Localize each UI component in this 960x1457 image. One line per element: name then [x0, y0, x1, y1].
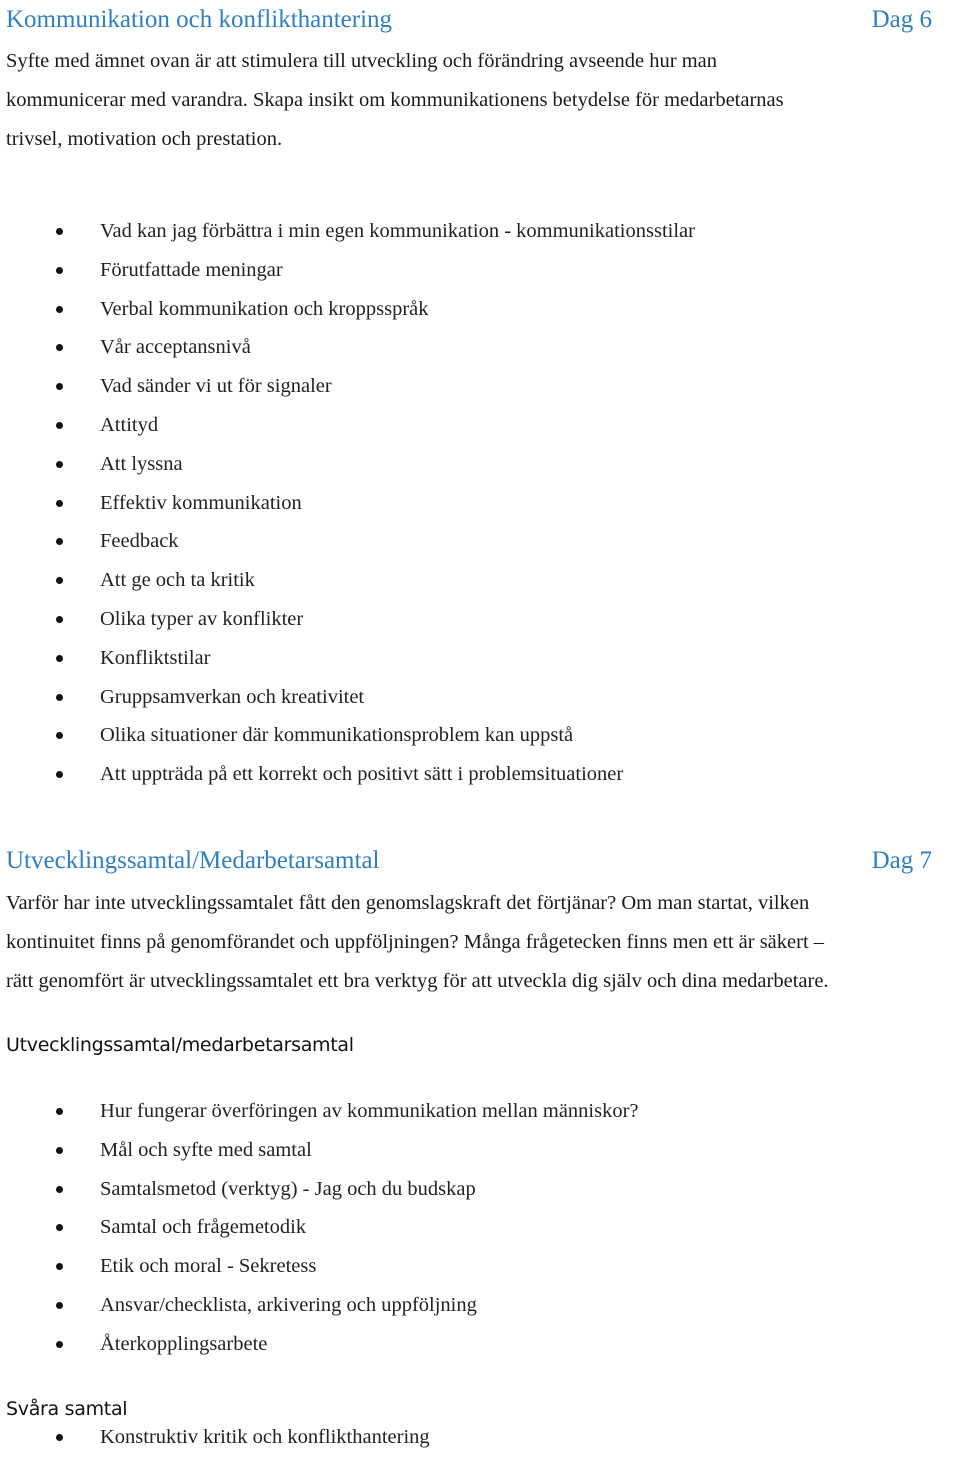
- list-item: Effektiv kommunikation: [0, 484, 695, 523]
- list-item: Vad sänder vi ut för signaler: [0, 367, 695, 406]
- bullet-icon: [56, 422, 63, 429]
- list-item: Etik och moral - Sekretess: [0, 1247, 639, 1286]
- bullet-icon: [56, 1147, 63, 1154]
- day-label: Dag 6: [871, 6, 932, 33]
- bullet-icon: [56, 732, 63, 739]
- bullet-icon: [56, 655, 63, 662]
- bullet-icon: [56, 500, 63, 507]
- paragraph-line: rätt genomfört är utvecklingssamtalet ett bra verktyg för att utveckla dig själv och dina medarbetare.: [6, 970, 829, 992]
- list-item: Konstruktiv kritik och konflikthantering: [0, 1418, 430, 1457]
- bullet-icon: [56, 461, 63, 468]
- list-item: Återkopplingsarbete: [0, 1325, 639, 1364]
- list-item: Att uppträda på ett korrekt och positivt sätt i problemsituationer: [0, 755, 695, 794]
- subheading: Svåra samtal: [6, 1398, 128, 1420]
- paragraph-line: trivsel, motivation och prestation.: [6, 128, 283, 150]
- list-item: Att ge och ta kritik: [0, 561, 695, 600]
- list-item: Konfliktstilar: [0, 639, 695, 678]
- section-heading-dag7: [6, 846, 932, 876]
- bullet-icon: [56, 306, 63, 313]
- section-title: Kommunikation och konflikthantering: [6, 6, 393, 33]
- bullet-icon: [56, 1186, 63, 1193]
- list-item: Vad kan jag förbättra i min egen kommunikation - kommunikationsstilar: [0, 212, 695, 251]
- day-label: Dag 7: [871, 847, 932, 874]
- list-item: Olika situationer där kommunikationsproblem kan uppstå: [0, 716, 695, 755]
- bullet-icon: [56, 344, 63, 351]
- bullet-icon: [56, 1108, 63, 1115]
- bullet-icon: [56, 538, 63, 545]
- list-item: Hur fungerar överföringen av kommunikation mellan människor?: [0, 1092, 639, 1131]
- section-title: Utvecklingssamtal/Medarbetarsamtal: [6, 847, 380, 874]
- list-item: Attityd: [0, 406, 695, 445]
- subheading: Utvecklingssamtal/medarbetarsamtal: [6, 1034, 354, 1056]
- list-item: Feedback: [0, 522, 695, 561]
- topic-bullet-list: [0, 1092, 639, 1364]
- list-item: Vår acceptansnivå: [0, 328, 695, 367]
- bullet-icon: [56, 694, 63, 701]
- paragraph-line: kommunicerar med varandra. Skapa insikt om kommunikationens betydelse för medarbetarnas: [6, 89, 784, 111]
- list-item: Verbal kommunikation och kroppsspråk: [0, 290, 695, 329]
- bullet-icon: [56, 228, 63, 235]
- section-intro-paragraph: [6, 884, 829, 1001]
- bullet-icon: [56, 577, 63, 584]
- list-item: Samtalsmetod (verktyg) - Jag och du budskap: [0, 1170, 639, 1209]
- paragraph-line: Varför har inte utvecklingssamtalet fått den genomslagskraft det förtjänar? Om man startat, vilken: [6, 892, 810, 914]
- topic-bullet-list: [0, 1418, 430, 1457]
- bullet-icon: [56, 1434, 63, 1441]
- list-item: Olika typer av konflikter: [0, 600, 695, 639]
- bullet-icon: [56, 1263, 63, 1270]
- bullet-icon: [56, 267, 63, 274]
- list-item: Gruppsamverkan och kreativitet: [0, 678, 695, 717]
- topic-bullet-list: [0, 212, 695, 794]
- bullet-icon: [56, 771, 63, 778]
- list-item: Att lyssna: [0, 445, 695, 484]
- section-intro-paragraph: [6, 42, 784, 159]
- list-item: Ansvar/checklista, arkivering och uppföljning: [0, 1286, 639, 1325]
- list-item: Samtal och frågemetodik: [0, 1208, 639, 1247]
- paragraph-line: kontinuitet finns på genomförandet och uppföljningen? Många frågetecken finns men ett är säkert –: [6, 931, 825, 953]
- bullet-icon: [56, 1302, 63, 1309]
- section-heading-dag6: [6, 5, 932, 35]
- bullet-icon: [56, 1224, 63, 1231]
- list-item: Förutfattade meningar: [0, 251, 695, 290]
- list-item: Mål och syfte med samtal: [0, 1131, 639, 1170]
- bullet-icon: [56, 616, 63, 623]
- bullet-icon: [56, 1341, 63, 1348]
- bullet-icon: [56, 383, 63, 390]
- paragraph-line: Syfte med ämnet ovan är att stimulera till utveckling och förändring avseende hur man: [6, 50, 718, 72]
